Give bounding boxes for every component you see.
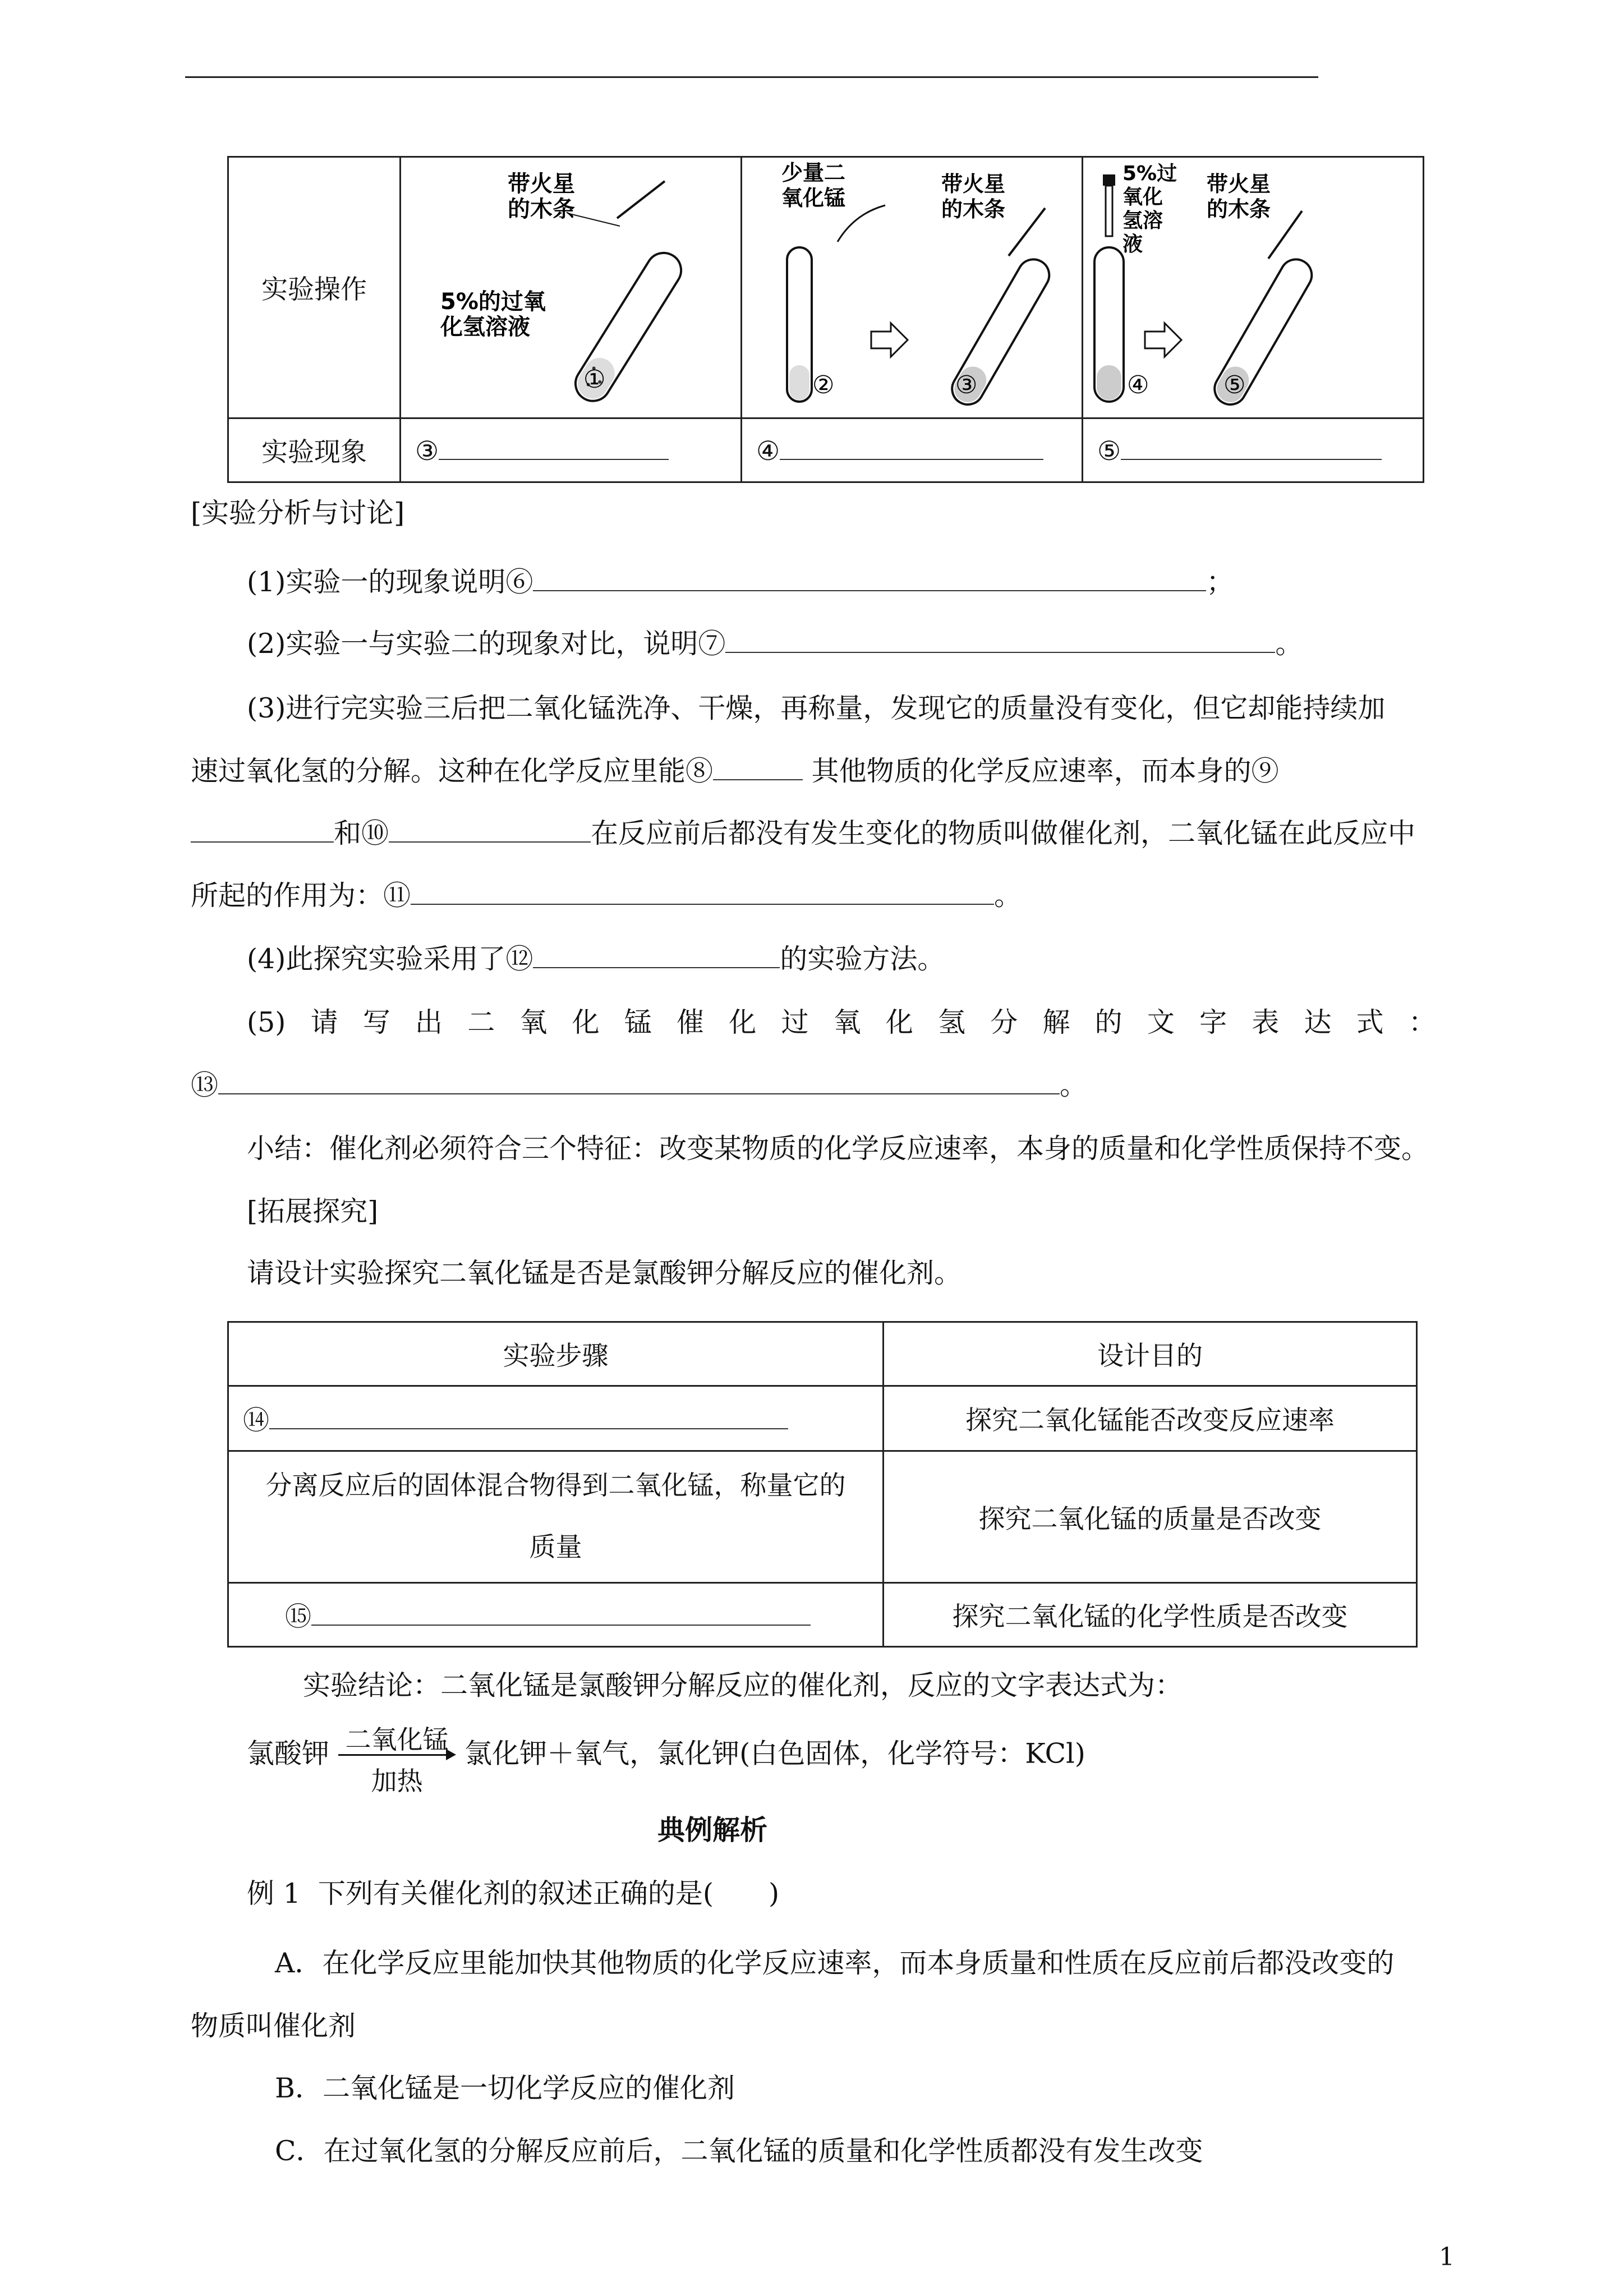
fig3-number-a: ④ (1127, 371, 1149, 399)
reaction-formula (247, 1719, 1085, 1796)
section-title: 典例解析 (657, 1814, 767, 1846)
reactant: 氯酸钾 (247, 1737, 330, 1770)
fig3-label-right-1: 带火星 (1207, 172, 1271, 196)
fig3-label-left-2: 氧化 (1122, 186, 1163, 209)
design-purpose-1: 探究二氧化锰能否改变反应速率 (884, 1386, 1417, 1451)
fig2-label-right-2: 的木条 (941, 197, 1006, 222)
reaction-arrow (338, 1719, 456, 1796)
design-purpose-3: 探究二氧化锰的化学性质是否改变 (884, 1583, 1417, 1647)
fig1-label-left-2: 化氢溶液 (440, 314, 530, 340)
fig2-number-a: ② (812, 371, 835, 399)
figure-cell-1 (401, 157, 742, 418)
question-2: (2)实验一与实验二的现象对比，说明⑦ 。 (247, 628, 1303, 660)
test-tube-figure-1 (401, 158, 740, 417)
page-number: 1 (1439, 2243, 1455, 2271)
summary-text: 小结：催化剂必须符合三个特征：改变某物质的化学反应速率，本身的质量和化学性质保持不变。 (247, 1133, 1429, 1165)
fig1-label-top-1: 带火星 (508, 171, 575, 197)
condition-label: 加热 (371, 1766, 423, 1796)
row-label-observation: 实验现象 (228, 418, 401, 482)
question-1: (1)实验一的现象说明⑥ ； (247, 566, 1234, 598)
fig3-number-b: ⑤ (1223, 371, 1246, 399)
fig1-number: ① (583, 365, 606, 394)
fig2-label-right-1: 带火星 (941, 172, 1006, 196)
question-5-line-2: ⑬ 。 (191, 1069, 1088, 1101)
fig2-number-b: ③ (955, 371, 978, 399)
products: 氯化钾＋氧气，氯化钾(白色固体，化学符号：KCl) (464, 1737, 1085, 1770)
catalyst-label: 二氧化锰 (345, 1724, 449, 1755)
question-3-line-3: 和⑩ 在反应前后都没有发生变化的物质叫做催化剂，二氧化锰在此反应中 (191, 817, 1415, 850)
fig1-label-left-1: 5%的过氧 (440, 289, 546, 315)
question-3-line-4: 所起的作用为：⑪ 。 (191, 880, 1022, 912)
design-purpose-2: 探究二氧化锰的质量是否改变 (884, 1451, 1417, 1583)
figure-cell-3 (1083, 157, 1424, 418)
figure-cell-2 (742, 157, 1083, 418)
test-tube-figure-2 (742, 158, 1082, 417)
observation-cell-3: ③ (401, 418, 742, 482)
design-table (227, 1321, 1418, 1648)
fig1-label-top-2: 的木条 (508, 196, 575, 222)
observation-cell-4: ④ (742, 418, 1083, 482)
extension-heading: [拓展探究] (247, 1195, 379, 1227)
fig3-label-left-3: 氢溶 (1122, 209, 1163, 232)
option-a-line-1: A．在化学反应里能加快其他物质的化学反应速率，而本身质量和性质在反应前后都没改变的 (275, 1947, 1395, 1979)
test-tube-figure-3 (1083, 158, 1423, 417)
design-header-purpose: 设计目的 (884, 1322, 1417, 1386)
extension-text: 请设计实验探究二氧化锰是否是氯酸钾分解反应的催化剂。 (247, 1257, 962, 1289)
fig3-label-left-1: 5%过 (1122, 162, 1177, 185)
design-step-14: ⑭ (228, 1386, 884, 1451)
question-3-line-1: (3)进行完实验三后把二氧化锰洗净、干燥，再称量，发现它的质量没有变化，但它却能持续加 (247, 692, 1386, 724)
question-5-line-1: (5) 请 写 出 二 氧 化 锰 催 化 过 氧 化 氢 分 解 的 文 字 表 达 式 ： (247, 1006, 1436, 1038)
header-rule (185, 76, 1318, 78)
fig3-label-left-4: 液 (1122, 233, 1143, 256)
design-step-2: 分离反应后的固体混合物得到二氧化锰，称量它的 质量 (228, 1451, 884, 1583)
option-c: C．在过氧化氢的分解反应前后，二氧化锰的质量和化学性质都没有发生改变 (275, 2135, 1203, 2167)
example-question: 例 1 下列有关催化剂的叙述正确的是( ) (247, 1878, 780, 1910)
option-a-line-2: 物质叫催化剂 (191, 2010, 356, 2042)
observation-cell-5: ⑤ (1083, 418, 1424, 482)
option-b: B．二氧化锰是一切化学反应的催化剂 (275, 2072, 735, 2104)
conclusion-text: 实验结论：二氧化锰是氯酸钾分解反应的催化剂，反应的文字表达式为： (303, 1669, 1183, 1701)
design-step-15: ⑮ (228, 1583, 884, 1647)
experiment-table (227, 156, 1424, 483)
row-label-operation: 实验操作 (228, 157, 401, 418)
question-3-line-2: 速过氧化氢的分解。这种在化学反应里能⑧ 其他物质的化学反应速率，而本身的⑨ (191, 755, 1279, 787)
analysis-heading: [实验分析与讨论] (191, 497, 405, 529)
design-header-steps: 实验步骤 (228, 1322, 884, 1386)
fig3-label-right-2: 的木条 (1207, 197, 1271, 222)
fig2-label-left-1: 少量二 (781, 160, 846, 185)
fig2-label-left-2: 氧化锰 (781, 186, 846, 210)
question-4: (4)此探究实验采用了⑫ 的实验方法。 (247, 943, 945, 975)
